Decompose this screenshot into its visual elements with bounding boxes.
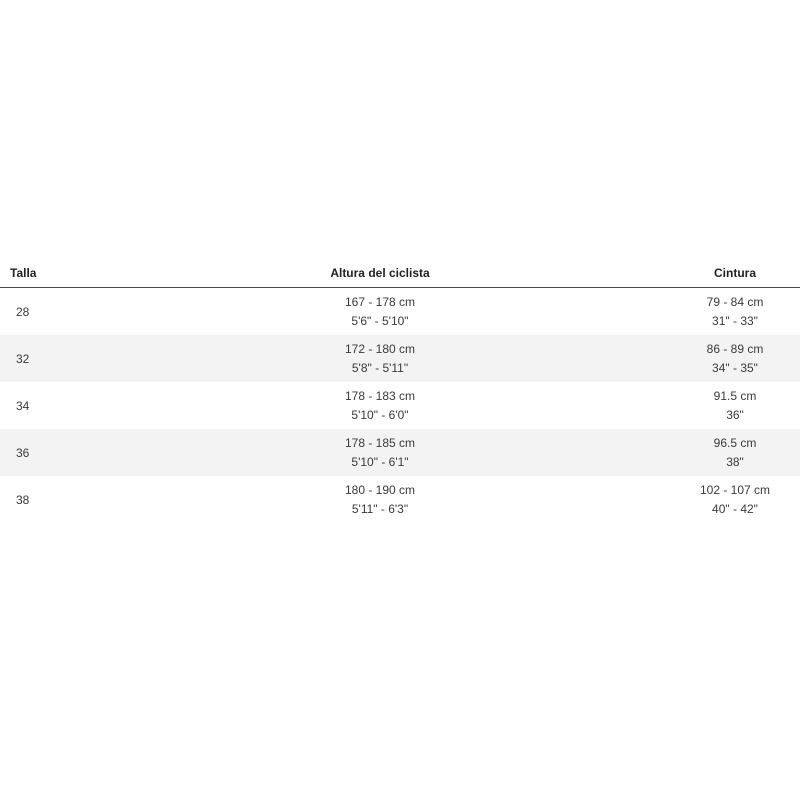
rider-height-cell bbox=[100, 429, 660, 476]
size-cell: 28 bbox=[16, 304, 30, 319]
size-cell: 36 bbox=[0, 429, 100, 476]
rider-height-cell bbox=[100, 476, 660, 523]
waist-in-value: 31" - 33" bbox=[712, 313, 758, 328]
waist-cell bbox=[660, 429, 800, 476]
waist-cm-value: 86 - 89 cm bbox=[706, 341, 764, 356]
height-cm-value: 172 - 180 cm bbox=[344, 341, 416, 356]
height-ft-value: 5'6" - 5'10" bbox=[351, 313, 409, 328]
height-cm-value: 180 - 190 cm bbox=[344, 482, 416, 497]
height-ft-value: 5'8" - 5'11" bbox=[351, 360, 409, 375]
height-ft-value: 5'11" - 6'3" bbox=[351, 501, 409, 516]
waist-in-value: 40" - 42" bbox=[712, 501, 758, 516]
table-row bbox=[0, 288, 800, 336]
table-header bbox=[0, 258, 800, 288]
height-cm-value: 178 - 185 cm bbox=[344, 435, 416, 450]
waist-in-value: 34" - 35" bbox=[712, 360, 758, 375]
size-chart-table bbox=[0, 258, 800, 523]
waist-cm-value: 102 - 107 cm bbox=[699, 482, 771, 497]
table-row bbox=[0, 335, 800, 382]
waist-cell bbox=[660, 476, 800, 523]
waist-cell bbox=[660, 335, 800, 382]
table-row bbox=[0, 476, 800, 523]
waist-cm-value: 96.5 cm bbox=[713, 435, 757, 450]
header-size: Talla bbox=[0, 258, 100, 288]
waist-cell bbox=[660, 382, 800, 429]
header-waist: Cintura bbox=[660, 258, 800, 288]
size-cell: 32 bbox=[0, 335, 100, 382]
header-rider-height: Altura del ciclista bbox=[100, 258, 660, 288]
waist-cm-value: 91.5 cm bbox=[713, 388, 757, 403]
height-cm-value: 178 - 183 cm bbox=[344, 388, 416, 403]
waist-cm-value: 79 - 84 cm bbox=[706, 294, 764, 309]
waist-in-value: 36" bbox=[726, 407, 744, 422]
height-ft-value: 5'10" - 6'1" bbox=[351, 454, 409, 469]
table-body bbox=[0, 288, 800, 524]
rider-height-cell bbox=[100, 288, 660, 336]
size-cell: 34 bbox=[16, 398, 30, 413]
height-cm-value: 167 - 178 cm bbox=[344, 294, 416, 309]
table-row bbox=[0, 429, 800, 476]
rider-height-cell bbox=[100, 382, 660, 429]
waist-in-value: 38" bbox=[726, 454, 744, 469]
table-row bbox=[0, 382, 800, 429]
height-ft-value: 5'10" - 6'0" bbox=[351, 407, 409, 422]
rider-height-cell bbox=[100, 335, 660, 382]
size-cell: 38 bbox=[16, 492, 30, 507]
waist-cell bbox=[660, 288, 800, 336]
header-row bbox=[0, 258, 800, 288]
